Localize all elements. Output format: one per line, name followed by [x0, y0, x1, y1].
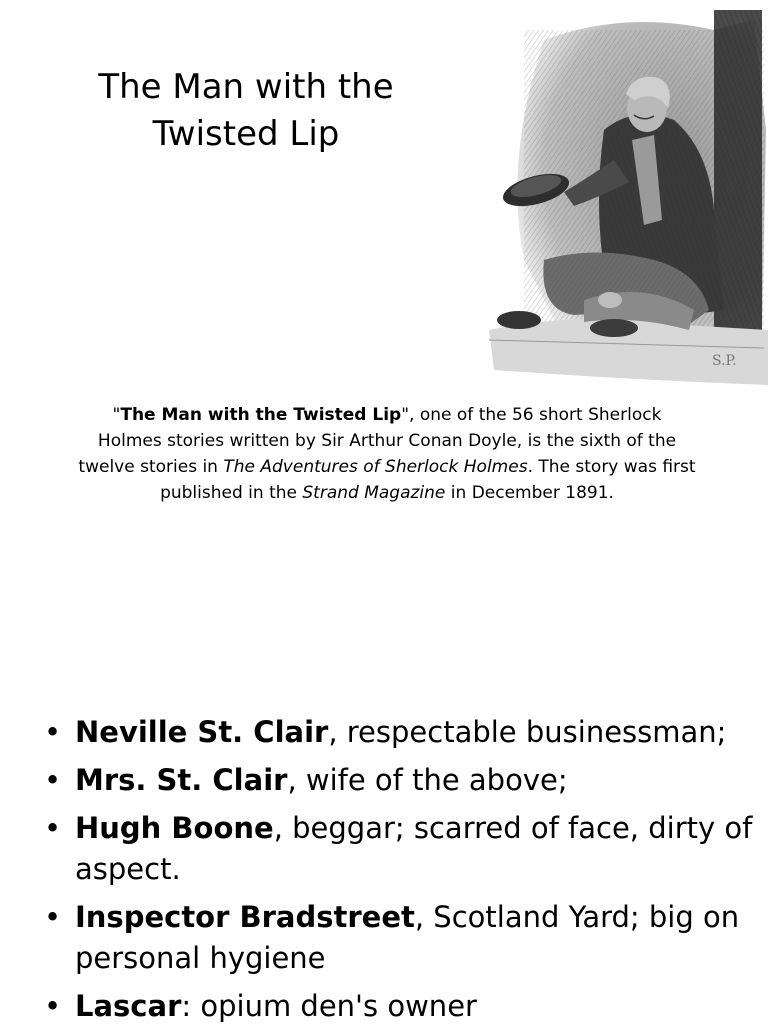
character-description: , wife of the above;	[287, 763, 568, 797]
bullet-icon: •	[44, 811, 62, 845]
character-description: : opium den's owner	[181, 989, 477, 1023]
character-description: , Scotland Yard; big on	[414, 900, 740, 934]
list-item	[40, 760, 740, 801]
character-name: Lascar	[75, 989, 182, 1023]
page-title	[96, 64, 396, 158]
bullet-icon: •	[44, 763, 62, 797]
title-line-2: Twisted Lip	[152, 114, 340, 154]
list-item	[40, 986, 740, 1027]
character-list	[40, 712, 753, 1034]
character-description: , respectable businessman;	[328, 715, 727, 749]
beggar-illustration	[484, 10, 768, 390]
bullet-icon: •	[44, 900, 62, 934]
intro-line-3: twelve stories in The Adventures of Sherlock Holmes. The story was first	[78, 457, 696, 477]
character-description-cont: personal hygiene	[75, 941, 326, 975]
beggar-sketch-icon	[484, 10, 768, 390]
character-name: Inspector Bradstreet	[75, 900, 415, 934]
story-title-bold: The Man with the Twisted Lip	[120, 405, 402, 425]
character-description: , beggar; scarred of face, dirty of	[273, 811, 753, 845]
intro-paragraph	[70, 402, 704, 506]
intro-line-1: "The Man with the Twisted Lip", one of the 56 short Sherlock	[112, 405, 662, 425]
collection-title: The Adventures of Sherlock Holmes	[223, 457, 528, 477]
title-line-1: The Man with the	[98, 67, 394, 107]
illustration-signature: S.P.	[712, 353, 737, 369]
list-item	[40, 808, 753, 890]
list-item	[40, 712, 740, 753]
list-item	[40, 897, 740, 979]
intro-line-2: Holmes stories written by Sir Arthur Conan Doyle, is the sixth of the	[97, 431, 677, 451]
character-name: Mrs. St. Clair	[75, 763, 288, 797]
bullet-icon: •	[44, 715, 62, 749]
character-description-cont: aspect.	[75, 852, 181, 886]
character-name: Hugh Boone	[75, 811, 274, 845]
bullet-icon: •	[44, 989, 62, 1023]
character-name: Neville St. Clair	[75, 715, 329, 749]
magazine-title: Strand Magazine	[302, 483, 446, 503]
intro-line-4: published in the Strand Magazine in December 1891.	[160, 483, 614, 503]
